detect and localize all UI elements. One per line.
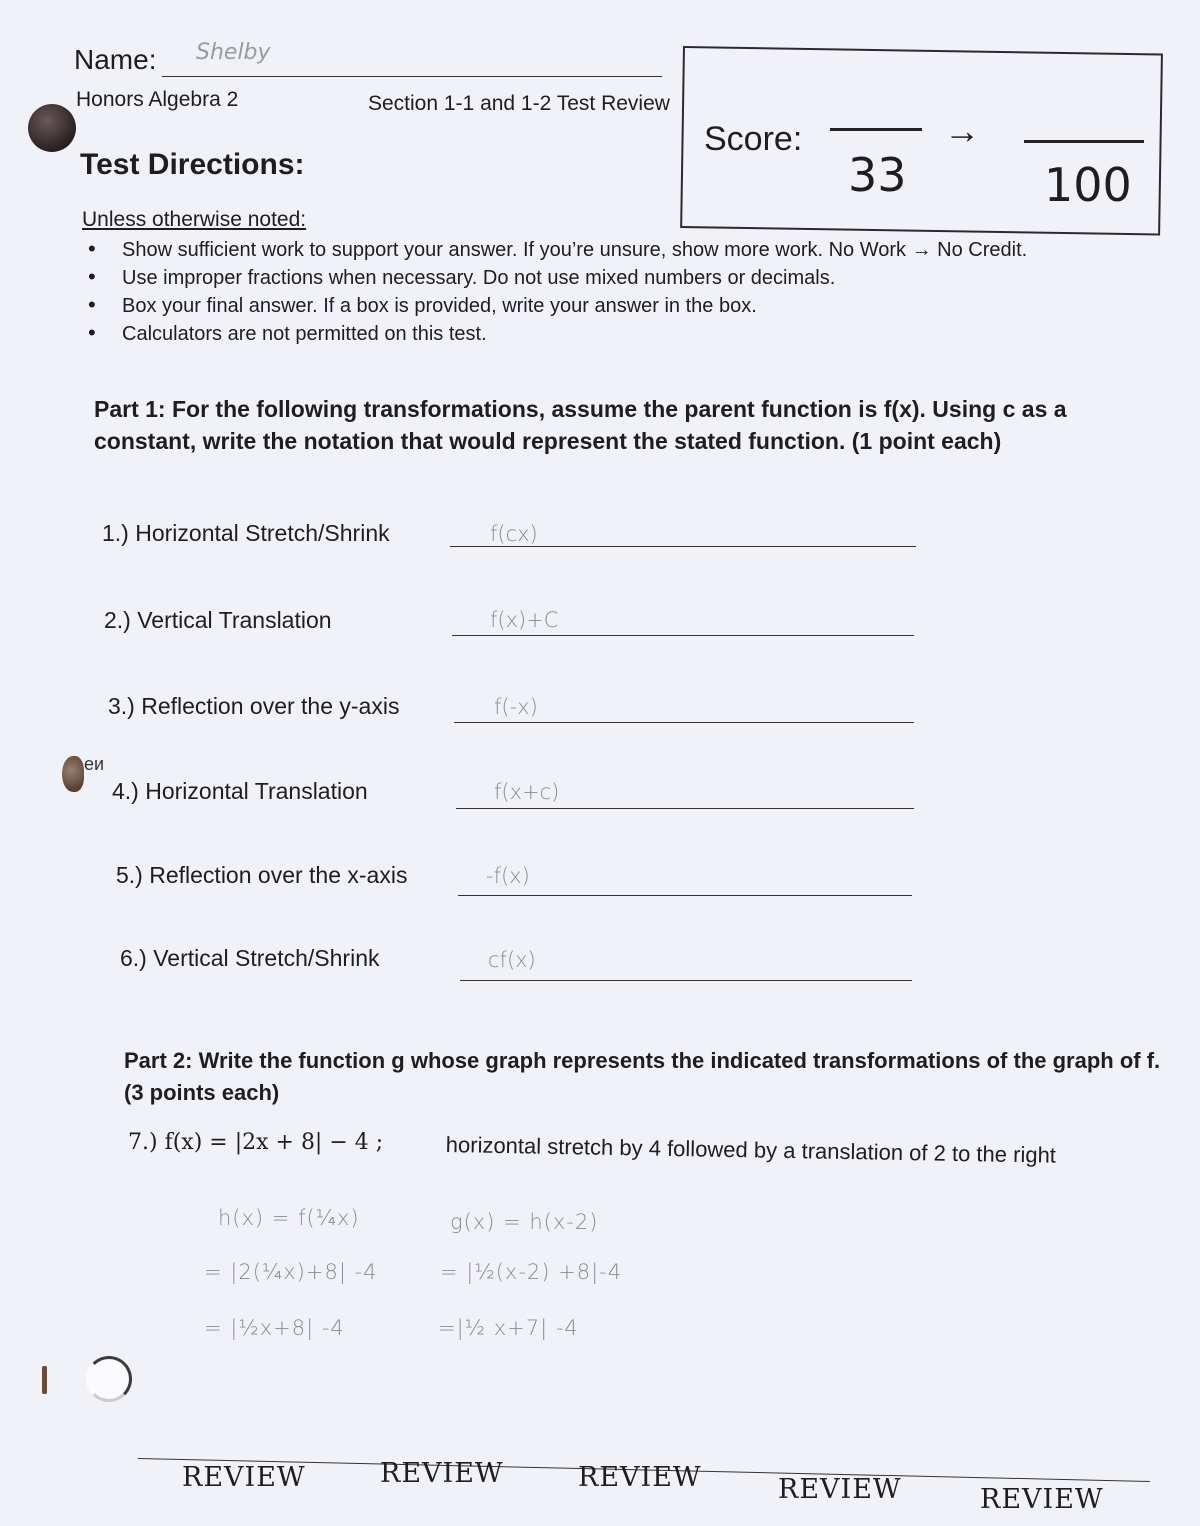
footer-review-label: REVIEW [578, 1462, 702, 1493]
question-7-label: 7.) f(x) = |2x + 8| − 4 ; [128, 1130, 384, 1155]
work-line: h(x) = f(¼x) [218, 1206, 360, 1230]
score-line [830, 128, 922, 131]
answer-line [458, 895, 912, 896]
score-line [1024, 140, 1144, 143]
part1-answer: -f(x) [486, 864, 530, 888]
binder-hole-edge [42, 1366, 47, 1394]
answer-line [452, 635, 914, 636]
binder-hole [28, 104, 76, 152]
part1-item-label: 5.) Reflection over the x-axis [116, 862, 408, 888]
section-title: Section 1-1 and 1-2 Test Review [368, 92, 670, 115]
binder-hole [86, 1356, 132, 1402]
bullet-icon: • [88, 236, 96, 261]
name-value: Shelby [196, 40, 271, 65]
part1-answer: f(x+c) [494, 780, 560, 804]
part1-instructions: Part 1: For the following transformations, assume the parent function is f(x). Using c as a constant, write the notation that would represent the stated function. (1 point each) [94, 396, 1067, 454]
work-line: =|½ x+7| -4 [438, 1316, 579, 1340]
name-line [162, 76, 662, 77]
rule-text: Use improper fractions when necessary. Do not use mixed numbers or decimals. [122, 267, 836, 289]
footer-review-label: REVIEW [182, 1462, 306, 1493]
name-label: Name: [74, 44, 157, 75]
bullet-icon: • [88, 292, 96, 317]
part1-answer: cf(x) [488, 948, 536, 972]
answer-line [456, 808, 914, 809]
work-line: = |2(¼x)+8| -4 [204, 1260, 378, 1284]
answer-line [450, 546, 916, 547]
part1-item-label: 6.) Vertical Stretch/Shrink [120, 945, 380, 971]
footer-review-label: REVIEW [778, 1474, 902, 1505]
part1-item-label: 1.) Horizontal Stretch/Shrink [102, 520, 390, 546]
part1-answer: f(cx) [490, 522, 538, 546]
directions-noted: Unless otherwise noted: [82, 208, 307, 231]
question-7-description: horizontal stretch by 4 followed by a translation of 2 to the right [445, 1132, 1057, 1168]
rule-text: Box your final answer. If a box is provided, write your answer in the box. [122, 295, 757, 317]
directions-rule [88, 292, 1088, 318]
binder-hole [62, 756, 84, 792]
rule-text: Show sufficient work to support your answer. If you’re unsure, show more work. No Work → No Credit. [122, 239, 1028, 261]
score-value: 33 [848, 148, 907, 202]
arrow-icon: → [944, 110, 980, 151]
footer-review-label: REVIEW [380, 1458, 504, 1489]
margin-note: eи [84, 754, 105, 774]
bullet-icon: • [88, 264, 96, 289]
rule-text: Calculators are not permitted on this test. [122, 323, 487, 345]
bullet-icon: • [88, 320, 96, 345]
part1-item-label: 3.) Reflection over the y-axis [108, 693, 400, 719]
footer-review-label: REVIEW [980, 1484, 1104, 1515]
course-title: Honors Algebra 2 [76, 88, 239, 111]
score-total: 100 [1044, 158, 1132, 212]
part1-item-label: 4.) Horizontal Translation [112, 778, 368, 804]
part2-instructions: Part 2: Write the function g whose graph represents the indicated transformations of the graph of f. (3 points each) [124, 1048, 1161, 1105]
directions-heading: Test Directions: [80, 148, 305, 181]
part1-item-label: 2.) Vertical Translation [104, 607, 332, 633]
score-label: Score: [704, 120, 803, 158]
directions-rule [88, 236, 1088, 262]
part1-answer: f(-x) [494, 695, 538, 719]
directions-rule [88, 264, 1088, 290]
answer-line [460, 980, 912, 981]
directions-rule [88, 320, 1088, 346]
answer-line [454, 722, 914, 723]
work-line: = |½x+8| -4 [204, 1316, 345, 1340]
work-line: = |½(x-2) +8|-4 [440, 1260, 623, 1284]
part1-answer: f(x)+C [490, 608, 559, 632]
work-line: g(x) = h(x-2) [450, 1210, 599, 1234]
